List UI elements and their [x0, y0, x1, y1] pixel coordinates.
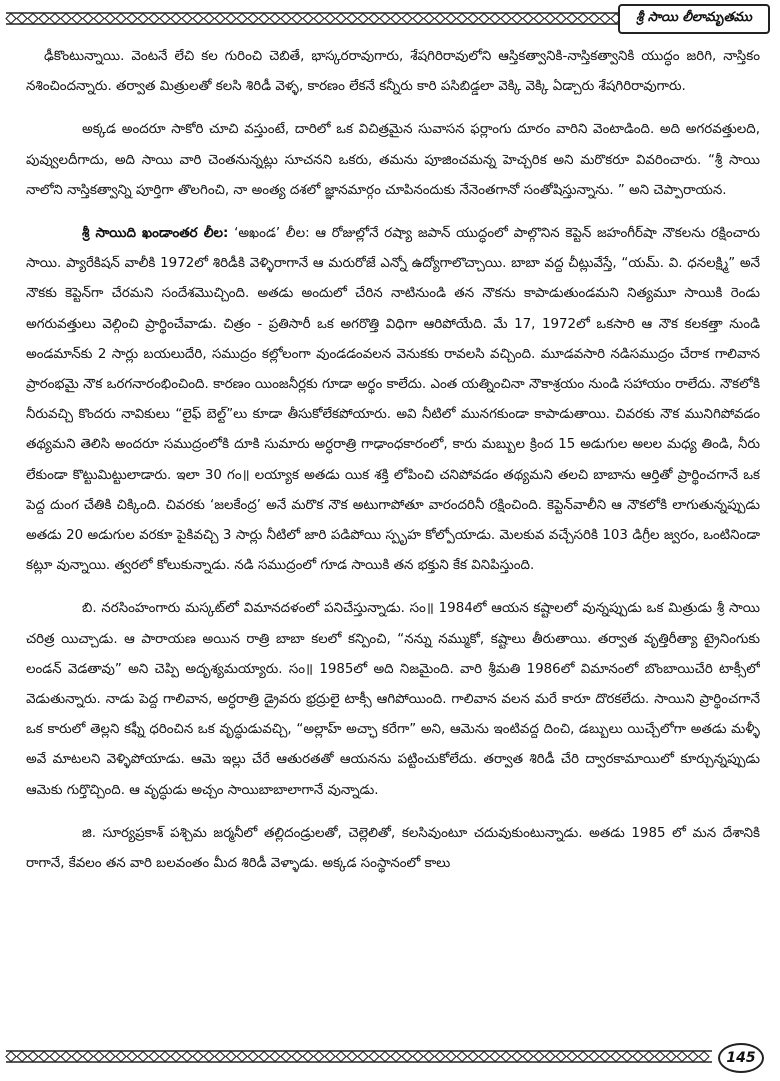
border-diamond [160, 14, 170, 24]
paragraph-1 [26, 42, 760, 102]
border-diamond [83, 14, 93, 24]
border-diamond [600, 14, 610, 24]
border-diamond [413, 1052, 423, 1062]
border-diamond [633, 1052, 643, 1062]
border-diamond [523, 14, 533, 24]
border-diamond [457, 14, 467, 24]
border-diamond [314, 1052, 324, 1062]
border-diamond [380, 1052, 390, 1062]
border-diamond [116, 14, 126, 24]
paragraph-4 [26, 594, 760, 805]
border-diamond [39, 14, 49, 24]
border-diamond [556, 1052, 566, 1062]
footer-ornamental-border [0, 1031, 780, 1081]
paragraph-3-text: ‘అఖండ’ లీల: ఆ రోజుల్లోనే రష్యా జపాన్ యుద్ధంలో పాల్గొనిన కెప్టెన్ జహంగీర్‌షా నౌకలను రక్షించారు సాయి. ప్యారేకిషన్ వాలీకి 1972లో శిరిడీకి వెళ్ళిరాగానే ఆ మరురోజే ఎన్నో ఉద్యోగాలొచ్చాయి. బాబా వద్ద చీట్లువేస్తే, “యమ్. వి. ధనలక్ష్మి” అనే నౌకకు కెప్టెన్‌గా చేరమని సందేశమొచ్చింది. అతడు అందులో చేరిన నాటినుండి తన నౌకను కాపాడుతుండమని నిత్యమూ సాయికి రెండు అగరువత్తులు వెల్గించి ప్రార్థించేవాడు. చిత్రం - ప్రతిసారీ ఒక అగరొత్తి విధిగా ఆరిపోయేది. మే 17, 1972లో ఒకసారి ఆ నౌక కలకత్తా నుండి అండమాన్‌కు 2 సార్లు బయలుదేరి, సముద్రం కల్లోలంగా వుండడంవలన వెనుకకు రావలసి వచ్చింది. మూడవసారి నడిసముద్రం చేరాక గాలివాన ప్రారంభమై నౌక ఒరగనారంభించింది. కారణం యింజనీర్లకు గూడా అర్థం కాలేదు. ఎంత యత్నించినా నౌకాశ్రయం నుండి సహాయం రాలేదు. నౌకలోకి నీరువచ్చి కొందరు నావికులు “లైఫ్ బెల్ట్”లు కూడా తీసుకోలేకపోయారు. అవి నీటిలో మునగకుండా కాపాడుతాయి. చివరకు నౌక మునిగిపోవడం తథ్యమని తెలిసి అందరూ సముద్రంలోకి దూకి సుమారు అర్ధరాత్రి గాఢాంధకారంలో, కారు మబ్బుల క్రింద 15 అడుగుల అలల మధ్య తిండి, నీరు లేకుండా కొట్టుమిట్టులాడారు. ఇలా 30 గం॥ లయ్యాక అతడు యిక శక్తి లోపించి చనిపోవడం తథ్యమని తలచి బాబాను ఆర్తితో ప్రార్థించగానే ఒక పెద్ద దుంగ చేతికి చిక్కింది. చివరకు ‘జలకేంద్ర’ అనే మరొక నౌక అటుగాపోతూ వారందరినీ రక్షించింది. కెప్టెన్‌వాలీని ఆ నౌకలోకి లాగుతున్నప్పుడు అతడు 20 అడుగుల వరకూ పైకివచ్చి 3 సార్లు నీటిలో జారి పడిపోయి స్పృహ కోల్పోయాడు. మెలకువ వచ్చేసరికి 103 డిగ్రీల జ్వరం, ఒంటినిండా కట్లూ వున్నాయి. త్వరలో కోలుకున్నాడు. నడి సముద్రంలో గూడ సాయికి తన భక్తుని కేక వినిపిస్తుంది. [26, 226, 760, 574]
border-diamond [446, 14, 456, 24]
border-diamond [248, 14, 258, 24]
section-heading: శ్రీ సాయిది ఖండాంతర లీల: [82, 226, 229, 242]
border-diamond [369, 1052, 379, 1062]
paragraph-1-text: ఢీకొంటున్నాయి. వెంటనే లేచి కల గురించి చెబితే, భాస్కరరావుగారు, శేషగిరిరావులోని ఆస్తికత్వానికి-నాస్తికత్వానికి యుద్ధం జరిగి, నాస్తికం నశించిందన్నారు. తర్వాత మిత్రులతో కలసి శిరిడీ వెళ్ళ, కారణం లేకనే కన్నీరు కారి పసిబిడ్డలా వెక్కి వెక్కి ఏడ్చారు శేషగిరిరావుగారు. [26, 49, 760, 95]
border-diamond [534, 1052, 544, 1062]
border-diamond [468, 1052, 478, 1062]
border-diamond [501, 14, 511, 24]
border-diamond [325, 1052, 335, 1062]
paragraph-2-text: అక్కడ అందరూ సాకోరి చూచి వస్తుంటే, దారిలో ఒక విచిత్రమైన సువాసన ఫర్లాంగు దూరం వారిని వెంటాడింది. అది అగరవత్తులది, పువ్వులదీగాదు, అది సాయి వారి చెంతనున్నట్లు సూచనని ఒకరు, తమను పూజించమన్న హెచ్చరిక అని మరొకరూ వివరించారు. “శ్రీ సాయి నాలోని నాస్తికత్వాన్ని పూర్తిగా తొలగించి, నా అంత్య దశలో జ్ఞానమార్గం చూపినందుకు నేనెంతగానో సంతోషిస్తున్నాను. ” అని చెప్పారాయన. [26, 122, 760, 198]
border-diamond [138, 14, 148, 24]
border-diamond [325, 14, 335, 24]
border-diamond [171, 1052, 181, 1062]
border-diamond [138, 1052, 148, 1062]
border-diamond [677, 1052, 687, 1062]
page-header [0, 0, 780, 38]
border-diamond [402, 1052, 412, 1062]
border-diamond [105, 14, 115, 24]
border-diamond [567, 1052, 577, 1062]
border-diamond [61, 14, 71, 24]
border-diamond [28, 1052, 38, 1062]
border-diamond [424, 14, 434, 24]
border-diamond [391, 1052, 401, 1062]
border-diamond [182, 1052, 192, 1062]
border-diamond [501, 1052, 511, 1062]
border-diamond [303, 1052, 313, 1062]
border-diamond [193, 1052, 203, 1062]
border-diamond [83, 1052, 93, 1062]
border-diamond [435, 1052, 445, 1062]
border-diamond [391, 14, 401, 24]
border-diamond [127, 14, 137, 24]
border-diamond [479, 1052, 489, 1062]
paragraph-2 [26, 115, 760, 206]
border-diamond [347, 1052, 357, 1062]
main-text [26, 42, 760, 1027]
border-diamond [127, 1052, 137, 1062]
border-diamond [336, 14, 346, 24]
border-diamond [182, 14, 192, 24]
border-diamond [204, 1052, 214, 1062]
border-diamond [589, 1052, 599, 1062]
border-diamond [457, 1052, 467, 1062]
border-diamond [688, 1052, 698, 1062]
border-diamond [545, 14, 555, 24]
border-diamond [666, 1052, 676, 1062]
border-diamond [61, 1052, 71, 1062]
border-diamond [281, 14, 291, 24]
border-diamond [314, 14, 324, 24]
paragraph-5-text: జి. సూర్యప్రకాశ్ పశ్చిమ జర్మనీలో తల్లిదండ్రులతో, చెల్లెలితో, కలసివుంటూ చదువుకుంటున్నాడు. అతడు 1985 లో మన దేశానికి రాగానే, కేవలం తన వారి బలవంతం మీద శిరిడీ వెళ్ళాడు. అక్కడ సంస్థానంలో కాలు [26, 825, 760, 872]
border-diamond [94, 1052, 104, 1062]
border-diamond [468, 14, 478, 24]
border-diamond [523, 1052, 533, 1062]
border-diamond [358, 1052, 368, 1062]
paragraph-5 [26, 819, 760, 879]
border-diamond [94, 14, 104, 24]
running-title: శ్రీ సాయి లీలామృతము [618, 4, 770, 34]
border-diamond [149, 14, 159, 24]
border-diamond [292, 1052, 302, 1062]
border-diamond [446, 1052, 456, 1062]
border-diamond [270, 1052, 280, 1062]
paragraph-4-text: బి. నరసింహంగారు మస్కట్‌లో విమానదళంలో పనిచేస్తున్నాడు. సం॥ 1984లో ఆయన కష్టాలలో వున్నప్పుడు ఒక మిత్రుడు శ్రీ సాయి చరిత్ర యిచ్చాడు. ఆ పారాయణ అయిన రాత్రి బాబా కలలో కన్పించి, “నన్ను నమ్ముకో, కష్టాలు తీరుతాయి. తర్వాత వృత్తిరీత్యా ట్రైనింగుకు లండన్ వెడతావు” అని చెప్పి అదృశ్యమయ్యారు. సం॥ 1985లో అది నిజమైంది. వారి శ్రీమతి 1986లో విమానంలో బొంబాయిచేరి టాక్సీలో వెడుతున్నారు. నాడు పెద్ద గాలివాన, అర్ధరాత్రి డ్రైవరు భ్రద్రులై టాక్సీ ఆగిపోయింది. గాలివాన వలన మరే కారూ దొరకలేదు. సాయిని ప్రార్థించగానే ఒక కారులో తెల్లని కఫ్నీ ధరించిన ఒక వృద్ధుడువచ్చి, “అల్లాహ్ అచ్ఛా కరేగా” అని, ఆమెను ఇంటివద్ద దించి, డబ్బులు యిచ్చేలోగా అతడు మళ్ళీ అవే మాటలని వెళ్ళిపోయాడు. ఆమె ఇల్లు చేరే ఆతురతతో ఆయనను పట్టించుకోలేదు. తర్వాత శిరిడీ చేరి ద్వారకామాయిలో కూర్చున్నప్పుడు ఆమెకు గుర్తొచ్చింది. ఆ వృద్ధుడు అచ్చం సాయిబాబాలాగానే వున్నాడు. [26, 601, 760, 798]
border-diamond [248, 1052, 258, 1062]
border-diamond [237, 1052, 247, 1062]
border-diamond [226, 14, 236, 24]
border-diamond [237, 14, 247, 24]
border-diamond [347, 14, 357, 24]
border-diamond [28, 14, 38, 24]
border-diamond [17, 14, 27, 24]
page-footer [0, 1031, 780, 1081]
border-diamond [578, 1052, 588, 1062]
border-diamond [490, 1052, 500, 1062]
border-diamond [116, 1052, 126, 1062]
border-diamond [72, 1052, 82, 1062]
border-diamond [435, 14, 445, 24]
border-diamond [6, 14, 16, 24]
border-diamond [171, 14, 181, 24]
border-diamond [380, 14, 390, 24]
border-diamond [50, 1052, 60, 1062]
border-diamond [622, 1052, 632, 1062]
border-diamond [160, 1052, 170, 1062]
border-diamond [215, 14, 225, 24]
border-diamond [226, 1052, 236, 1062]
border-diamond [204, 14, 214, 24]
border-diamond [369, 14, 379, 24]
border-diamond [105, 1052, 115, 1062]
border-diamond [39, 1052, 49, 1062]
border-diamond [556, 14, 566, 24]
border-diamond [567, 14, 577, 24]
border-diamond [699, 1052, 709, 1062]
border-diamond [578, 14, 588, 24]
border-diamond [490, 14, 500, 24]
border-diamond [336, 1052, 346, 1062]
border-diamond [259, 1052, 269, 1062]
border-diamond [358, 14, 368, 24]
border-diamond [655, 1052, 665, 1062]
border-diamond [292, 14, 302, 24]
border-diamond [270, 14, 280, 24]
border-diamond [512, 14, 522, 24]
border-diamond [50, 14, 60, 24]
border-diamond [534, 14, 544, 24]
border-diamond [589, 14, 599, 24]
page-number: 145 [718, 1043, 764, 1073]
border-diamond [413, 14, 423, 24]
border-diamond [259, 14, 269, 24]
border-diamond [215, 1052, 225, 1062]
border-diamond [600, 1052, 610, 1062]
border-diamond [193, 14, 203, 24]
border-diamond [512, 1052, 522, 1062]
border-diamond [281, 1052, 291, 1062]
border-diamond [402, 14, 412, 24]
border-diamond [479, 14, 489, 24]
border-diamond [6, 1052, 16, 1062]
border-diamond [149, 1052, 159, 1062]
paragraph-3 [26, 219, 760, 581]
border-diamond [17, 1052, 27, 1062]
border-diamond [72, 14, 82, 24]
border-diamond [424, 1052, 434, 1062]
border-diamond [611, 1052, 621, 1062]
border-diamond [303, 14, 313, 24]
border-diamond [545, 1052, 555, 1062]
border-diamond [644, 1052, 654, 1062]
